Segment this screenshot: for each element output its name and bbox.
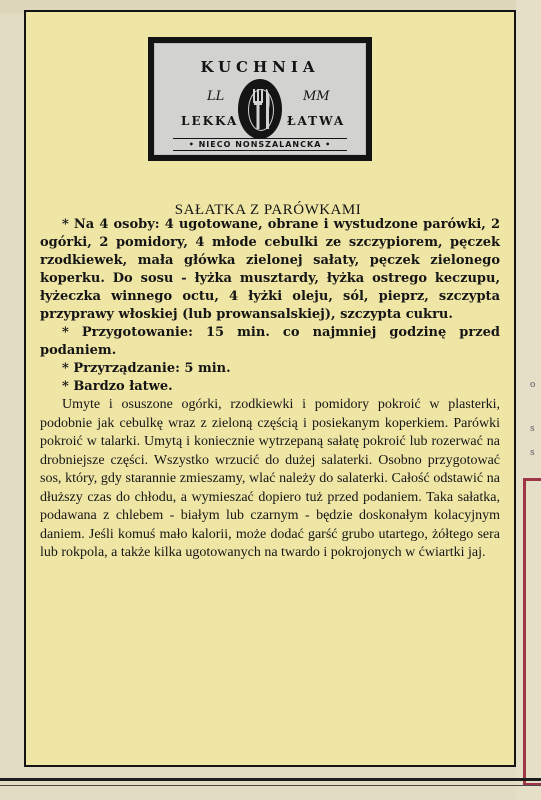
ingredients-paragraph: * Na 4 osoby: 4 ugotowane, obrane i wystudzone parówki, 2 ogórki, 2 pomidory, 4 młode cebulki ze szczypiorem, pęczek rzodkiewek, mała główka zielonej sałaty, pęczek zielonego koperku. Do sosu - łyżka musztardy, łyżka ostrego keczupu, łyżeczka winnego octu, 4 łyżki oleju, sól, pieprz, szczypta przyprawy włoskiej (lub prowansalskiej), szczypta cukru. [40,217,500,322]
prep-time: * Przygotowanie: 15 min. co najmniej godzinę przed podaniem. [40,325,500,358]
margin-mark: s [530,424,535,434]
difficulty: * Bardzo łatwe. [62,379,173,394]
recipe-title: SAŁATKA Z PARÓWKAMI [174,202,362,218]
plate-icon [238,79,282,139]
margin-mark: o [530,380,536,390]
bottom-rule [0,778,541,781]
instructions-paragraph: Umyte i osuszone ogórki, rzodkiewki i pomidory pokroić w plasterki, podobnie jak cebulkę wraz z zieloną częścią i posiekanym koperkiem. Parówki pokroić w talarki. Umytą i koniecznie wytrzepaną sałatę pokroić lub rozerwać na drobniejsze części. Wszystko wrzucić do dużej salaterki. Osobno przygotować sos, który, gdy starannie zmieszamy, wlać należy do salaterki. Całość odstawić na dłuższy czas do chłodu, a wymieszać dopiero tuż przed podaniem. Taka sałatka, podawana z chlebem - białym lub czarnym - będzie doskonałym kolacyjnym daniem. Jeśli komuś mało kalorii, może dodać garść grubo utartego, żółtego sera lub rokpola, a także kilka ugotowanych na twardo i pokrojonych w ćwiartki jaj. [40,397,500,560]
logo-kuchnia: KUCHNIA [200,58,320,76]
logo-panel [154,43,366,155]
fork-knife-icon [238,79,282,139]
kuchnia-logo [148,37,372,161]
logo-latwa: ŁATWA [287,114,346,128]
logo-monogram-left: LL [207,89,225,104]
cook-time: * Przyrządzanie: 5 min. [62,361,231,376]
adjacent-red-frame [523,478,541,786]
bottom-rule-thin [0,785,541,786]
recipe-content [40,216,500,563]
logo-tagline: • NIECO NONSZALANCKA • [173,138,347,151]
logo-monogram-right: MM [303,89,330,104]
logo-lekka: LEKKA [181,114,239,128]
margin-mark: s [530,448,535,458]
